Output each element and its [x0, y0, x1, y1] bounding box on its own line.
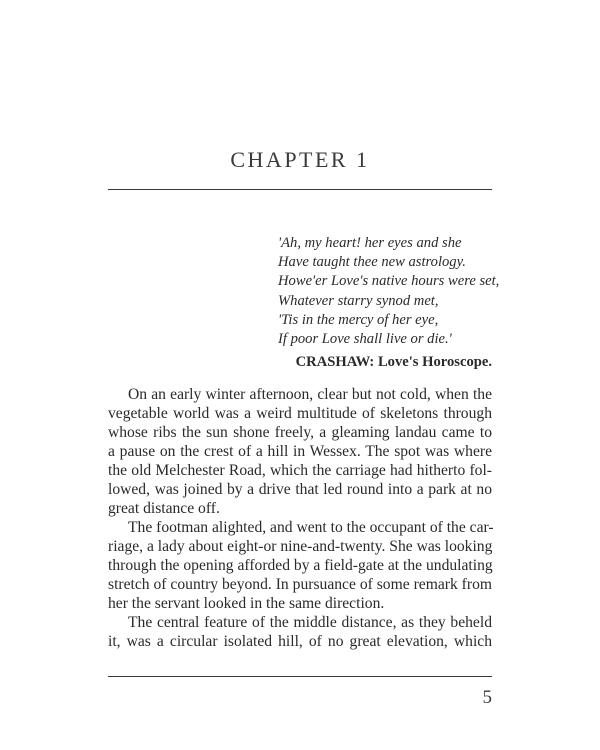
epigraph-line: Whatever starry synod met, — [278, 292, 439, 309]
text-line: The central feature of the middle distance, as they beheld — [128, 614, 492, 631]
top-rule — [108, 189, 492, 190]
text-line: her the servant looked in the same direction. — [108, 595, 385, 612]
paragraph — [108, 613, 492, 651]
epigraph — [278, 234, 499, 349]
epigraph-line: 'Tis in the mercy of her eye, — [278, 311, 439, 328]
epigraph-line: If poor Love shall live or die.' — [278, 331, 452, 348]
epigraph-line: 'Ah, my heart! her eyes and she — [278, 235, 462, 251]
body-text — [108, 385, 492, 651]
epigraph-attribution: CRASHAW: Love's Horoscope. — [295, 354, 492, 370]
page-number: 5 — [482, 687, 492, 708]
epigraph-line: Howe'er Love's native hours were set, — [278, 273, 500, 290]
bottom-rule — [108, 676, 492, 677]
text-line: vegetable world was a weird multitude of skeletons through — [108, 405, 492, 422]
text-line: riage, a lady about eight-or nine-and-twenty. She was looking — [108, 538, 493, 555]
text-line: a pause on the crest of a hill in Wessex. The spot was where — [108, 443, 492, 460]
epigraph-line: Have taught thee new astrology. — [278, 254, 466, 271]
text-line: it, was a circular isolated hill, of no great elevation, which — [108, 633, 492, 650]
text-line: The footman alighted, and went to the occupant of the car- — [128, 519, 494, 536]
text-line: On an early winter afternoon, clear but not cold, when the — [128, 386, 492, 403]
text-line: lowed, was joined by a drive that led round into a park at no — [108, 481, 492, 498]
text-line: whose ribs the sun shone freely, a gleaming landau came to — [108, 424, 492, 441]
text-line: great distance off. — [108, 500, 220, 517]
paragraph — [108, 518, 492, 613]
paragraph — [108, 385, 492, 518]
text-line: through the opening afforded by a field-gate at the undulating — [108, 557, 493, 574]
chapter-title: CHAPTER 1 — [230, 147, 370, 172]
text-line: the old Melchester Road, which the carriage had hitherto fol- — [108, 462, 492, 479]
text-line: stretch of country beyond. In pursuance of some remark from — [108, 576, 492, 593]
